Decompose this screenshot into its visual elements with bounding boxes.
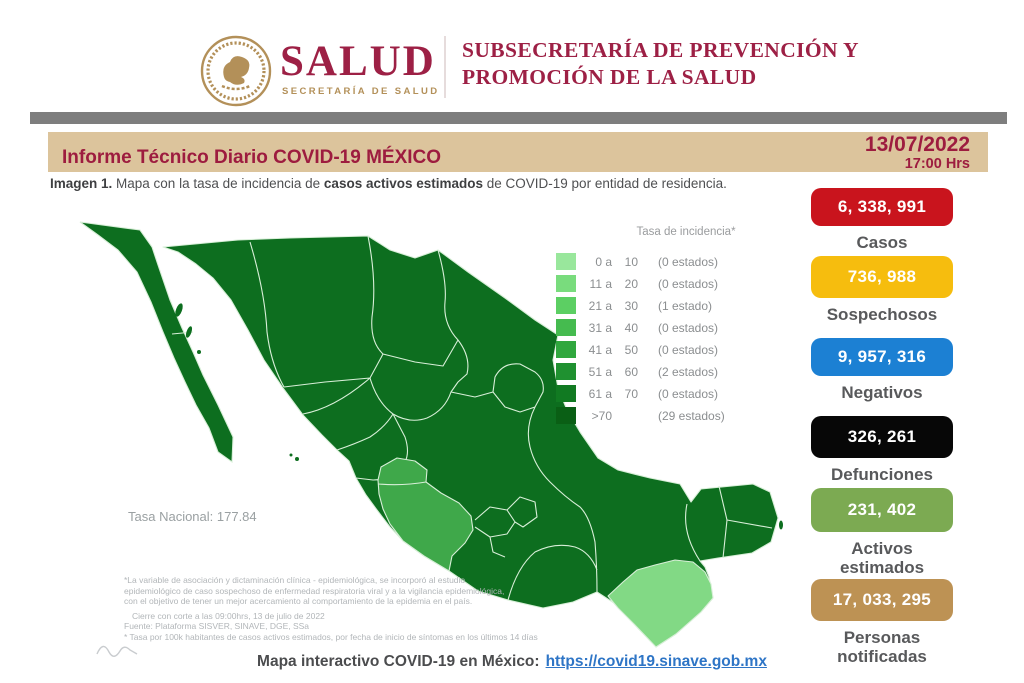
brand-subtitle: SECRETARÍA DE SALUD <box>282 86 440 97</box>
stat-value: 9, 957, 316 <box>837 347 927 366</box>
legend-row: 21 a 30 (1 estado) <box>556 297 725 314</box>
legend-row: 41 a 50 (0 estados) <box>556 341 725 358</box>
header-divider <box>444 36 446 98</box>
footnote-cutoff: Cierre con corte a las 09:00hrs, 13 de julio de 2022 <box>132 610 325 621</box>
stat-casos <box>811 188 953 252</box>
stat-value: 326, 261 <box>847 427 917 446</box>
legend-row: 61 a 70 (0 estados) <box>556 385 725 402</box>
report-datetime <box>825 134 970 172</box>
division-line2: PROMOCIÓN DE LA SALUD <box>462 65 757 89</box>
stat-value: 6, 338, 991 <box>837 197 927 216</box>
legend-swatch <box>556 275 576 292</box>
stat-badge-sospechosos <box>811 256 953 298</box>
brand-title: SALUD <box>280 38 436 85</box>
footer-label: Mapa interactivo COVID-19 en México: <box>257 653 540 670</box>
legend-row: 0 a 10 (0 estados) <box>556 253 725 270</box>
stat-label: Defunciones <box>830 465 934 484</box>
legend-swatch <box>556 341 576 358</box>
figure-caption: Imagen 1. Mapa con la tasa de incidencia de casos activos estimados de COVID-19 por entidad de residencia. <box>50 176 727 191</box>
footnote-paragraph-line: epidemiológico de caso sospechoso de enfermedad respiratoria viral y a la vigilancia epidemiológica, <box>124 585 505 596</box>
caption-label: Imagen 1. <box>50 176 113 191</box>
stat-label: Casos <box>856 233 908 252</box>
footnote-rate-definition: * Tasa por 100k habitantes de casos activos estimados, por fecha de inicio de síntomas en los últimos 14 días <box>124 631 538 642</box>
stat-label: Activos estimados <box>839 539 925 577</box>
footnote-paragraph-line: con el objetivo de tener un mejor acercamiento al comportamiento de la epidemia en el país. <box>124 596 473 606</box>
stat-badge-casos <box>811 188 953 226</box>
stat-defunciones <box>811 416 953 484</box>
footnote-paragraph-line: *La variable de asociación y dictaminación clínica - epidemiológica, se incorporó al estudio <box>124 575 466 585</box>
map-footnotes <box>124 575 544 642</box>
stat-sospechosos <box>811 256 953 324</box>
legend-swatch <box>556 407 576 424</box>
national-rate-label: Tasa Nacional: 177.84 <box>128 509 257 524</box>
legend-swatch <box>556 319 576 336</box>
legend-row: 11 a 20 (0 estados) <box>556 275 725 292</box>
legend-swatch <box>556 253 576 270</box>
stat-value: 736, 988 <box>847 267 917 286</box>
report-title: Informe Técnico Diario COVID-19 MÉXICO <box>62 147 442 168</box>
stat-value: 231, 402 <box>847 500 917 519</box>
stat-label: Personas notificadas <box>837 628 927 666</box>
report-date: 13/07/2022 <box>864 133 970 156</box>
stat-label: Negativos <box>841 383 923 402</box>
division-title <box>462 37 859 91</box>
stat-badge-defunciones <box>811 416 953 458</box>
stat-badge-activos <box>811 488 953 532</box>
legend-swatch <box>556 297 576 314</box>
stat-value: 17, 033, 295 <box>832 590 932 609</box>
legend-row: 51 a 60 (2 estados) <box>556 363 725 380</box>
stat-label: Sospechosos <box>826 305 938 324</box>
footnote-source: Fuente: Plataforma SISVER, SINAVE, DGE, SSa <box>124 621 310 631</box>
legend-rows <box>556 253 725 429</box>
stat-badge-personas <box>811 579 953 621</box>
title-band <box>48 132 988 172</box>
stat-negativos <box>811 338 953 402</box>
header-rule <box>30 112 1007 124</box>
mexican-seal-icon <box>198 32 274 110</box>
legend-title: Tasa de incidencia* <box>636 226 736 238</box>
legend-swatch <box>556 363 576 380</box>
legend-row: 31 a 40 (0 estados) <box>556 319 725 336</box>
legend-row: >70 (29 estados) <box>556 407 725 424</box>
division-line1: SUBSECRETARÍA DE PREVENCIÓN Y <box>462 38 859 62</box>
interactive-map-link[interactable]: https://covid19.sinave.gob.mx <box>545 653 767 670</box>
stat-badge-negativos <box>811 338 953 376</box>
report-time: 17:00 Hrs <box>904 156 970 172</box>
caption-emphasis: casos activos estimados <box>323 176 484 191</box>
footer <box>0 653 1024 671</box>
legend-swatch <box>556 385 576 402</box>
stat-activos-estimados <box>811 488 953 577</box>
